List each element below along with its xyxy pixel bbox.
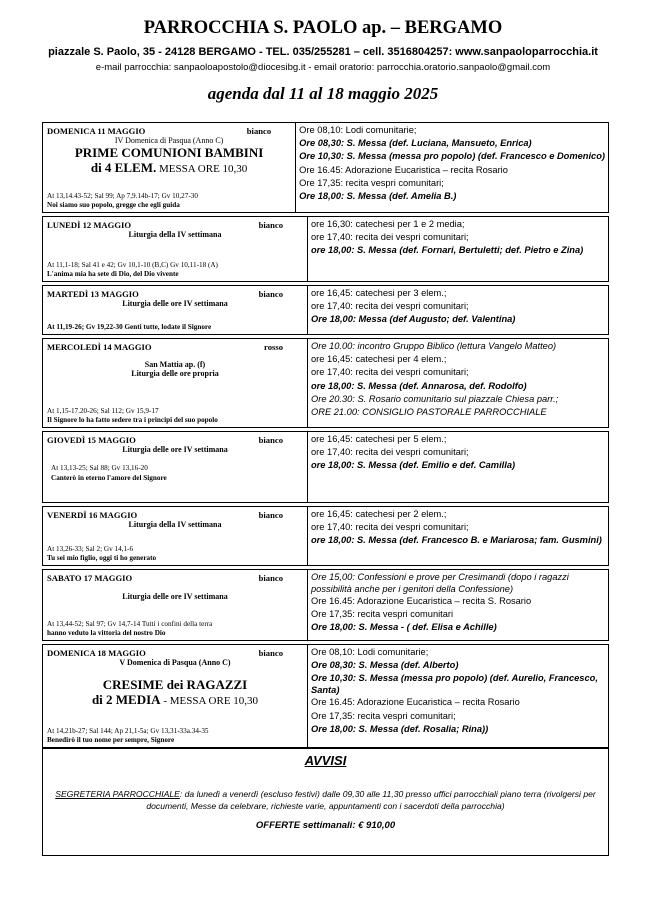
agenda-table: [42, 122, 609, 751]
agenda-title: agenda dal 11 al 18 maggio 2025: [207, 84, 439, 103]
readings: At 13,14.43-52; Sal 99; Ap 7,9.14b-17; Gv 10,27-30: [47, 192, 198, 200]
liturgical-color: bianco: [258, 289, 283, 299]
day-info: [43, 339, 308, 427]
schedule-item: ore 18,00: S. Messa (def. Fornari, Bertuletti; def. Pietro e Zina): [311, 245, 584, 256]
day-row-thursday-15: [42, 431, 609, 503]
day-row-wednesday-14: [42, 338, 609, 428]
event-subtitle: di 2 MEDIA: [91, 692, 161, 707]
day-name: MERCOLEDÌ 14 MAGGIO: [47, 342, 152, 352]
day-info: [43, 217, 308, 281]
psalm-response: hanno veduto la vittoria del nostro Dio: [47, 629, 166, 637]
office-hours: : da lunedì a venerdì (escluso festivi) dalle 09,30 alle 11,30 presso uffici parrocchiali piano terra (rivolgersi per documenti, Messe da celebrare, richieste varie, appuntamenti con i sacerdoti della parrocchia): [146, 789, 596, 811]
schedule-item: ore 16,45: catechesi per 3 elem.;: [311, 288, 447, 298]
schedule-item: Ore 08,10: Lodi comunitarie;: [299, 125, 417, 135]
day-row-saturday-17: [42, 569, 609, 641]
schedule-item: Ore 08,30: S. Messa (def. Alberto): [311, 660, 459, 671]
liturgy-subtitle: Liturgia delle ore IV settimana: [122, 299, 228, 308]
day-name: GIOVEDÌ 15 MAGGIO: [47, 435, 136, 445]
day-name: VENERDÌ 16 MAGGIO: [47, 510, 138, 520]
feast-name: San Mattia ap. (f): [144, 360, 206, 369]
liturgical-color: bianco: [258, 573, 283, 583]
schedule-item: Ore 16.45: Adorazione Eucaristica – recita S. Rosario: [311, 596, 532, 606]
schedule: [308, 432, 608, 502]
schedule-item: ore 18,00: S. Messa (def. Annarosa, def. Rodolfo): [311, 380, 527, 391]
liturgy-subtitle: V Domenica di Pasqua (Anno C): [119, 658, 231, 667]
event-title: CRESIME dei RAGAZZI: [102, 677, 248, 692]
schedule: [308, 645, 608, 747]
parish-title: PARROCCHIA S. PAOLO ap. – BERGAMO: [143, 18, 503, 38]
schedule-item: ore 16,45: catechesi per 5 elem.;: [311, 434, 447, 444]
liturgical-color: bianco: [258, 220, 283, 230]
day-row-monday-12: [42, 216, 609, 282]
psalm-response: L'anima mia ha sete di Dio, del Dio vivente: [47, 270, 179, 278]
schedule-item: ore 18,00: S. Messa (def. Emilio e def. Camilla): [311, 460, 516, 471]
day-name: SABATO 17 MAGGIO: [47, 573, 133, 583]
schedule: [308, 507, 608, 565]
schedule-item: ore 17,40: recita dei vespri comunitari;: [311, 522, 469, 533]
event-time: - MESSA ORE 10,30: [160, 695, 259, 707]
psalm-response: Noi siamo suo popolo, gregge che egli guida: [47, 201, 180, 209]
liturgy-subtitle: IV Domenica di Pasqua (Anno C): [114, 136, 224, 145]
schedule-item: ore 18,00: S. Messa (def. Francesco B. e Mariarosa; fam. Gusmini): [311, 535, 602, 546]
day-info: [43, 432, 308, 502]
schedule-item: Ore 08,30: S. Messa (def. Luciana, Mansueto, Enrica): [299, 138, 532, 149]
liturgical-color: bianco: [246, 126, 272, 136]
day-info: [43, 286, 308, 334]
readings: At 11,19-26; Gv 19,22-30 Genti tutte, lodate il Signore: [47, 323, 212, 331]
day-name: DOMENICA 18 MAGGIO: [47, 648, 146, 658]
day-row-friday-16: [42, 506, 609, 566]
schedule-item: Ore 18,00: S. Messa - ( def. Elisa e Achille): [311, 622, 497, 633]
schedule: [308, 570, 608, 640]
liturgy-subtitle: Liturgia delle ore IV settimana: [122, 445, 228, 454]
psalm-response: Tu sei mio figlio, oggi ti ho generato: [47, 554, 157, 562]
readings: At 14,21b-27; Sal 144; Ap 21,1-5a; Gv 13,31-33a.34-35: [47, 727, 209, 735]
liturgical-color: bianco: [258, 510, 283, 520]
day-row-sunday-11: [42, 122, 609, 213]
schedule-item: Ore 18,00: Messa (def Augusto; def. Valentina): [311, 314, 516, 325]
day-row-sunday-18: [42, 644, 609, 748]
psalm-response: Canterò in eterno l'amore del Signore: [51, 474, 167, 482]
schedule: [308, 217, 608, 281]
parish-address: piazzale S. Paolo, 35 - 24128 BERGAMO - TEL. 035/255281 – cell. 3516804257: www.sanpaoloparrocchia.it: [48, 46, 598, 58]
liturgy-subtitle: Liturgia della IV settimana: [128, 230, 222, 239]
psalm-response: Benedirò il tuo nome per sempre, Signore: [47, 736, 175, 744]
schedule-item: ORE 21.00: CONSIGLIO PASTORALE PARROCCHIALE: [311, 407, 547, 418]
liturgy-subtitle: Liturgia della IV settimana: [128, 520, 222, 529]
schedule-item: ore 17,40: recita dei vespri comunitari;: [311, 367, 469, 378]
readings: At 13,26-33; Sal 2; Gv 14,1-6: [47, 545, 134, 553]
readings: At 13,13-25; Sal 88; Gv 13,16-20: [51, 464, 148, 472]
schedule-item: Ore 17,35: recita vespri comunitari;: [299, 177, 444, 188]
event-time: MESSA ORE 10,30: [156, 163, 248, 175]
event-subtitle: di 4 ELEM.: [90, 160, 157, 175]
schedule-item: Ore 17,35: recita vespri comunitari;: [311, 710, 456, 721]
schedule-item: Ore 16.45: Adorazione Eucaristica – recita Rosario: [299, 164, 508, 175]
schedule-item: ore 17,40: recita dei vespri comunitari;: [311, 301, 469, 312]
liturgy-subtitle: Liturgia delle ore propria: [131, 369, 219, 378]
day-info: [43, 570, 308, 640]
event-title: PRIME COMUNIONI BAMBINI: [74, 145, 264, 160]
notices-box: [42, 748, 609, 856]
schedule-item: ore 17,40: recita dei vespri comunitari;: [311, 447, 469, 458]
schedule-item: Ore 18,00: S. Messa (def. Amelia B.): [299, 191, 457, 202]
parish-emails: e-mail parrocchia: sanpaoloapostolo@diocesibg.it - email oratorio: parrocchia.oratorio.sanpaolo@gmail.com: [95, 62, 551, 73]
day-info: [43, 645, 308, 747]
day-name: DOMENICA 11 MAGGIO: [47, 126, 146, 136]
schedule-item: ore 16,45: catechesi per 2 elem.;: [311, 509, 447, 519]
liturgical-color: bianco: [258, 648, 283, 658]
day-name: MARTEDÌ 13 MAGGIO: [47, 289, 139, 299]
psalm-response: Il Signore lo ha fatto sedere tra i principi del suo popolo: [47, 416, 218, 424]
liturgy-subtitle: Liturgia delle ore IV settimana: [122, 592, 228, 601]
office-label: SEGRETERIA PARROCCHIALE: [55, 789, 180, 799]
schedule-item: Ore 10,30: S. Messa (messa pro popolo) (def. Francesco e Domenico): [299, 151, 605, 162]
schedule-item: Ore 20.30: S. Rosario comunitario sul piazzale Chiesa parr.;: [311, 393, 559, 404]
weekly-offerings: OFFERTE settimanali: € 910,00: [255, 820, 396, 831]
readings: At 13,44-52; Sal 97; Gv 14,7-14 Tutti i confini della terra: [47, 620, 213, 628]
notices-title: AVVISI: [304, 753, 347, 768]
readings: At 1,15-17.20-26; Sal 112; Gv 15,9-17: [47, 407, 159, 415]
day-name: LUNEDÌ 12 MAGGIO: [47, 220, 132, 230]
day-info: [43, 507, 308, 565]
schedule-item: Ore 10.00: incontro Gruppo Biblico (lettura Vangelo Matteo): [311, 341, 557, 351]
schedule-item: ore 16,45: catechesi per 4 elem.;: [311, 354, 447, 365]
schedule-item: Ore 18,00: S. Messa (def. Rosalia; Rina)): [311, 723, 489, 734]
schedule: [308, 339, 608, 427]
liturgical-color: rosso: [264, 342, 283, 352]
schedule-item: Ore 16.45: Adorazione Eucaristica – recita Rosario: [311, 697, 520, 708]
schedule-item: Ore 10,30: S. Messa (messa pro popolo) (def. Aurelio, Francesco, Santa): [311, 673, 598, 696]
readings: At 11,1-18; Sal 41 e 42; Gv 10,1-10 (B,C) Gv 10,11-18 (A): [47, 261, 218, 269]
schedule-item: Ore 08,10: Lodi comunitarie;: [311, 647, 429, 657]
liturgical-color: bianco: [258, 435, 283, 445]
schedule: [296, 123, 608, 212]
day-info: [43, 123, 296, 212]
schedule-item: Ore 17,35: recita vespri comunitari: [311, 609, 454, 620]
day-row-tuesday-13: [42, 285, 609, 335]
schedule-item: ore 16,30: catechesi per 1 e 2 media;: [311, 219, 465, 229]
schedule-item: Ore 15,00: Confessioni e prove per Cresimandi (dopo i ragazzi possibilità anche per i genitori della Confessione): [311, 572, 569, 594]
schedule-item: ore 17,40: recita dei vespri comunitari;: [311, 232, 469, 243]
schedule: [308, 286, 608, 334]
